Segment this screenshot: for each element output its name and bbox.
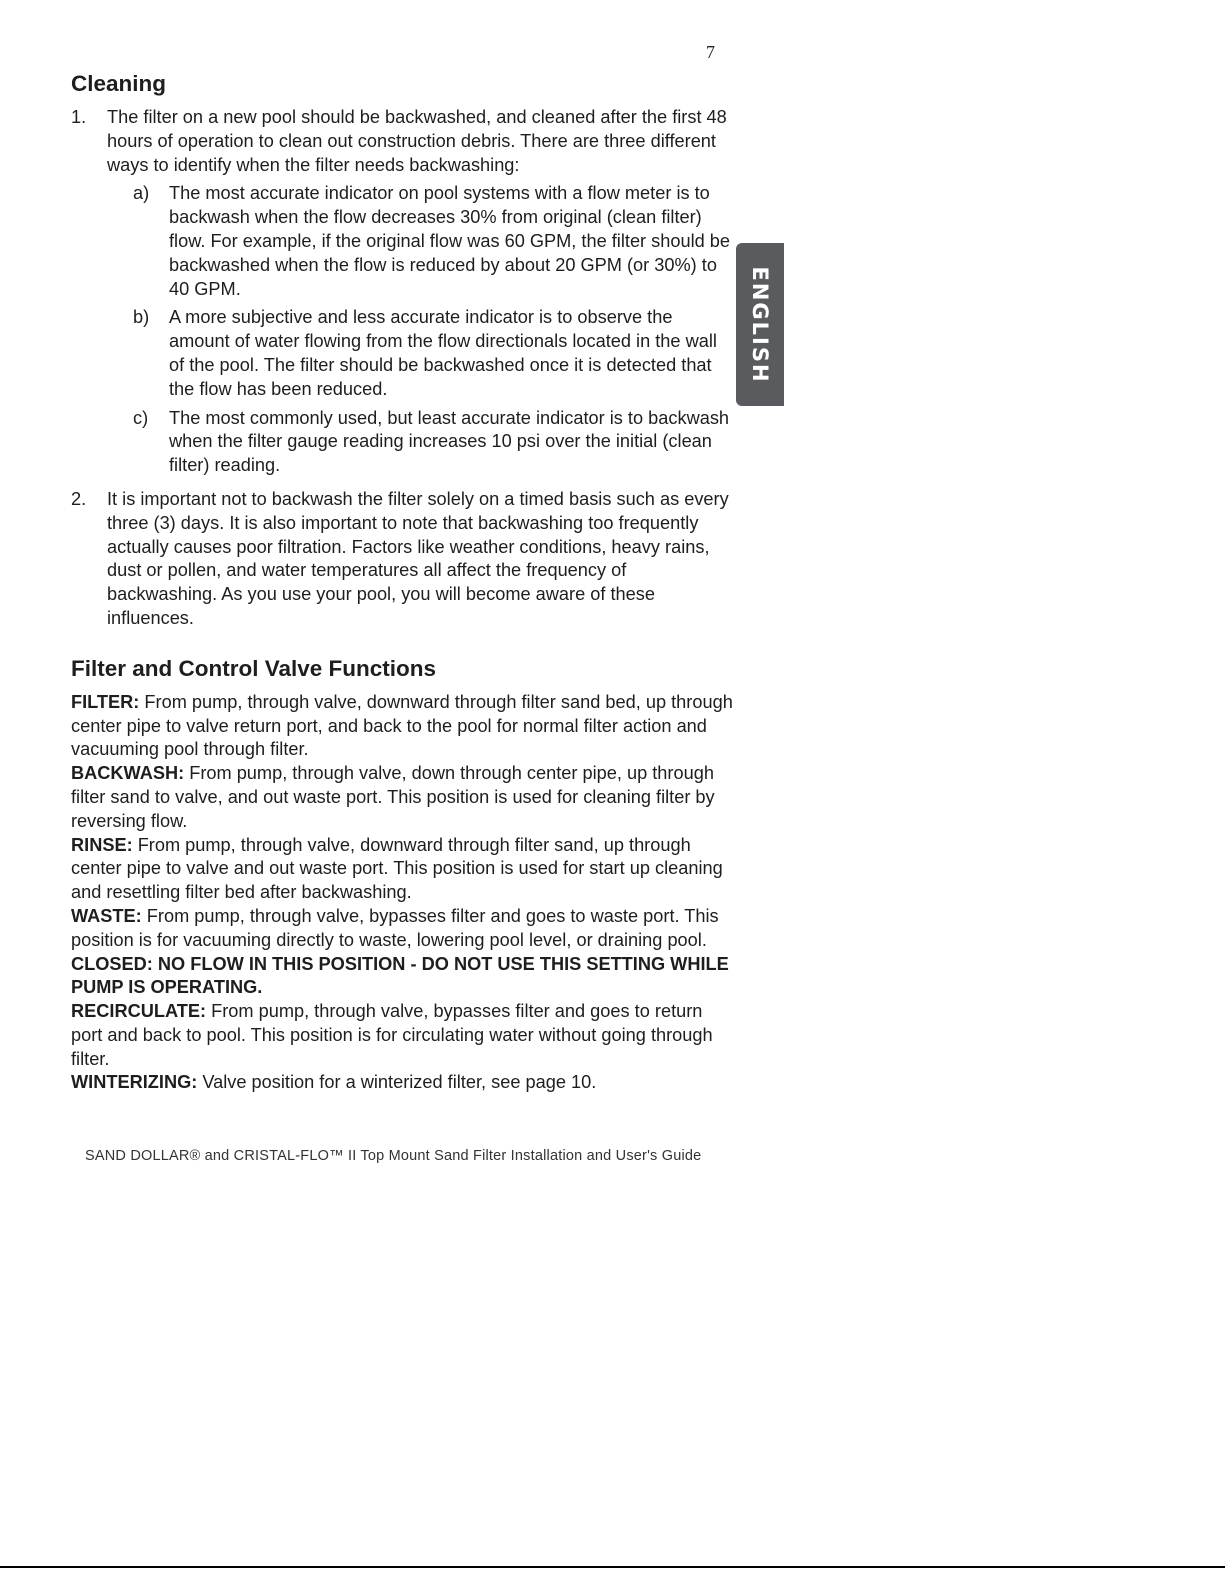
winterizing-function (71, 1071, 733, 1095)
item-letter: a) (133, 183, 150, 204)
backwash-function (71, 762, 733, 833)
function-description: From pump, through valve, downward through filter sand bed, up through center pipe to valve return port, and back to the pool for normal filter action and vacuuming pool through filter. (71, 691, 733, 760)
function-term: FILTER: (71, 691, 140, 712)
closed-warning: CLOSED: NO FLOW IN THIS POSITION - DO NOT USE THIS SETTING WHILE PUMP IS OPERATING. (71, 953, 729, 998)
function-term: RINSE: (71, 834, 133, 855)
item-number: 1. (71, 107, 87, 127)
filter-function (71, 691, 733, 762)
waste-function (71, 905, 733, 953)
cleaning-item-1 (71, 106, 733, 483)
item-letter: c) (133, 407, 149, 428)
item-body (107, 106, 733, 483)
item-letter: b) (133, 307, 150, 328)
recirculate-function (71, 1000, 733, 1071)
function-description: From pump, through valve, downward through filter sand, up through center pipe to valve and out waste port. This position is used for start up cleaning and resettling filter bed after backwashing. (71, 834, 723, 903)
function-term: WASTE: (71, 905, 142, 926)
rinse-function (71, 834, 733, 905)
function-description: From pump, through valve, bypasses filter and goes to waste port. This position is for vacuuming directly to waste, lowering pool level, or draining pool. (71, 905, 719, 950)
item-number: 2. (71, 488, 87, 509)
function-term: WINTERIZING: (71, 1072, 198, 1093)
item-text: The most commonly used, but least accurate indicator is to backwash when the filter gauge reading increases 10 psi over the initial (clean filter) reading. (169, 407, 730, 476)
functions-heading: Filter and Control Valve Functions (71, 655, 437, 681)
page-content (71, 70, 733, 1095)
indicator-list (133, 182, 733, 478)
function-term: BACKWASH: (71, 763, 185, 784)
page-footer: SAND DOLLAR® and CRISTAL-FLO™ II Top Mount Sand Filter Installation and User's Guide (85, 1148, 702, 1164)
function-description: From pump, through valve, bypasses filter and goes to return port and back to pool. This position is for circulating water without going through filter. (71, 1001, 713, 1069)
cleaning-item-2 (71, 488, 733, 631)
function-description: Valve position for a winterized filter, see page 10. (197, 1072, 597, 1093)
indicator-item-c (133, 407, 733, 478)
function-description: From pump, through valve, down through center pipe, up through filter sand to valve, and out waste port. This position is used for cleaning filter by reversing flow. (71, 763, 715, 831)
bottom-rule (0, 1566, 1225, 1568)
function-term: RECIRCULATE: (71, 1001, 207, 1022)
item-text: The most accurate indicator on pool systems with a flow meter is to backwash when the flow decreases 30% from original (clean filter) flow. For example, if the original flow was 60 GPM, the filter should be backwashed when the flow is reduced by about 20 GPM (or 30%) to 40 GPM. (169, 183, 731, 299)
page-number: 7 (706, 42, 715, 62)
indicator-item-a (133, 182, 733, 301)
language-tab-label: ENGLISH (748, 265, 772, 384)
item-text: It is important not to backwash the filter solely on a timed basis such as every three (3) days. It is also important to note that backwashing too frequently actually causes poor filtration. Factors like weather conditions, heavy rains, dust or pollen, and water temperatures all affect the frequency of backwashing. As you use your pool, you will become aware of these influences. (107, 488, 729, 628)
language-tab (736, 243, 784, 406)
cleaning-heading: Cleaning (71, 71, 167, 96)
item-text: The filter on a new pool should be backwashed, and cleaned after the first 48 hours of operation to clean out construction debris. There are three different ways to identify when the filter needs backwashing: (107, 107, 727, 175)
indicator-item-b (133, 306, 733, 401)
item-text: A more subjective and less accurate indicator is to observe the amount of water flowing from the flow directionals located in the wall of the pool. The filter should be backwashed once it is detected that the flow has been reduced. (169, 307, 717, 399)
